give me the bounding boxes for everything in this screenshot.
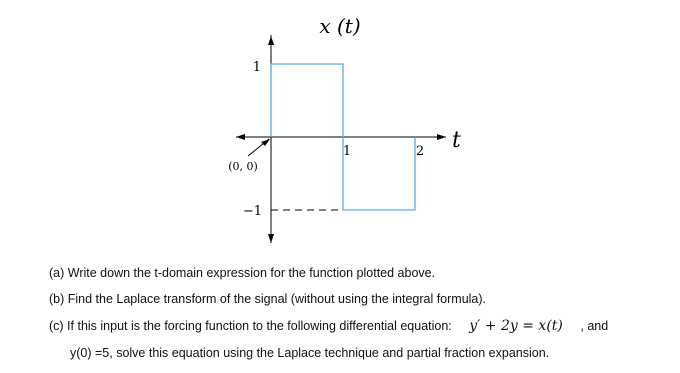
- origin-label: (0, 0): [228, 160, 258, 173]
- question-c-tail: , and: [580, 319, 609, 333]
- y-axis-arrow-up: [268, 36, 274, 45]
- question-b: (b) Find the Laplace transform of the signal (without using the integral formula).: [49, 292, 487, 306]
- question-c-text: (c) If this input is the forcing function to the following differential equation:: [49, 319, 452, 333]
- y-tick-minus-1: −1: [242, 204, 262, 219]
- x-tick-1: 1: [342, 144, 352, 159]
- question-c-line2: y(0) =5, solve this equation using the Laplace technique and partial fraction expansion.: [70, 346, 550, 360]
- question-c: [49, 318, 608, 334]
- y-tick-1: 1: [252, 60, 261, 75]
- x-axis-arrow-right: [437, 134, 446, 140]
- x-tick-2: 2: [415, 144, 425, 159]
- y-axis-arrow-down: [268, 234, 274, 243]
- differential-equation: y′ + 2y = x(t): [469, 318, 563, 334]
- x-axis-label: t: [452, 128, 461, 153]
- plot-title: x (t): [319, 14, 361, 38]
- x-axis-arrow-left: [236, 134, 245, 140]
- question-a: (a) Write down the t-domain expression for the function plotted above.: [49, 266, 436, 280]
